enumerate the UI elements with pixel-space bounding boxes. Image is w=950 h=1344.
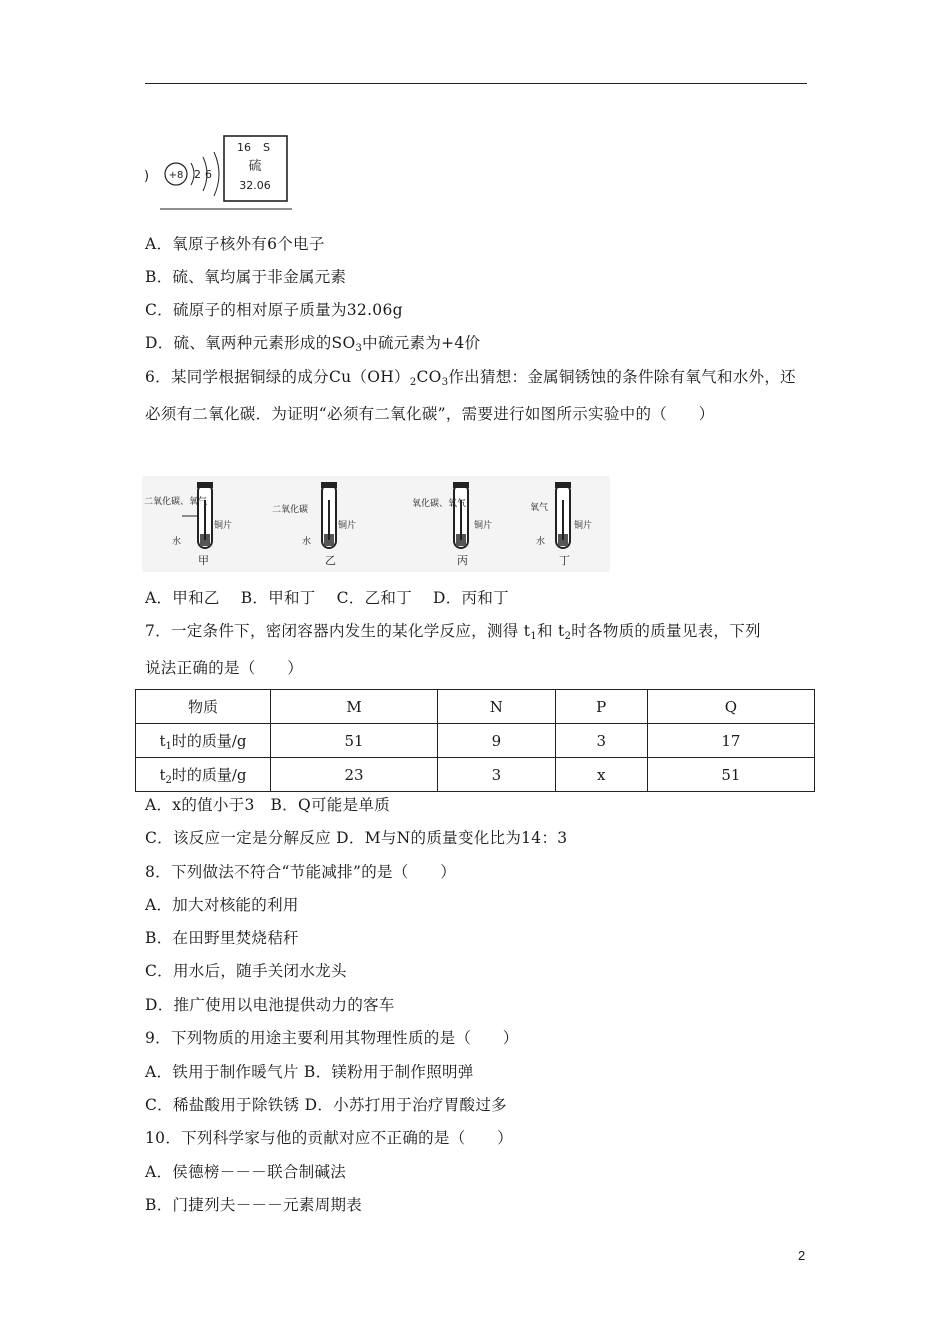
- table-cell: 51: [647, 758, 814, 792]
- atom-structure-figure: [142, 130, 294, 212]
- q6-stem-line1: 6．某同学根据铜绿的成分$Cu(OH)_2CO_3$作出猜想：金属铜锈蚀的条件除有氧气和水外，还: [145, 368, 796, 388]
- table-row: [136, 724, 815, 758]
- element-symbol: S: [263, 141, 270, 154]
- q5-option-b: B．硫、氧均属于非金属元素: [145, 268, 347, 286]
- outer-shell-electrons: 6: [205, 168, 212, 181]
- table-header-cell: 物质: [136, 690, 271, 724]
- table-cell: 17: [647, 724, 814, 758]
- q9-options-line1: A．铁用于制作暖气片 B．镁粉用于制作照明弹: [145, 1063, 474, 1081]
- tube-bing-gas: 氧化碳、氧气: [412, 499, 467, 509]
- page-number: 2: [798, 1248, 806, 1263]
- tube-ding-label: 丁: [559, 554, 570, 567]
- mass-table: [135, 689, 815, 792]
- q7-stem-line1: 7．一定条件下，密闭容器内发生的某化学反应，测得 $t_1$和 $t_2$时各物质的质量见表，下列: [145, 622, 761, 642]
- q8-stem: 8．下列做法不符合“节能减排”的是（ ）: [145, 863, 457, 881]
- q8-option-d: D．推广使用以电池提供动力的客车: [145, 996, 395, 1014]
- inner-shell-electrons: 2: [194, 168, 201, 181]
- q10-option-b: B．门捷列夫－－－元素周期表: [145, 1196, 363, 1214]
- tube-ding-water: 水: [536, 537, 546, 547]
- tube-yi-gas: 二氧化碳: [272, 505, 309, 515]
- svg-text:): ): [144, 169, 150, 184]
- q7-stem-line2: 说法正确的是（ ）: [145, 659, 304, 677]
- tube-ding-gas: 氧气: [530, 503, 549, 513]
- table-cell: 3: [555, 724, 647, 758]
- table-cell: 9: [438, 724, 555, 758]
- tube-jia-gas: 二氧化碳、氧气: [144, 497, 208, 507]
- q8-option-c: C．用水后，随手关闭水龙头: [145, 962, 347, 980]
- table-header-cell: M: [271, 690, 438, 724]
- tube-jia-copper: 铜片: [214, 521, 233, 531]
- element-number: 16: [237, 141, 251, 154]
- tube-jia-label: 甲: [198, 554, 209, 567]
- element-mass: 32.06: [239, 179, 271, 192]
- tube-ding-copper: 铜片: [574, 521, 593, 531]
- q10-stem: 10．下列科学家与他的贡献对应不正确的是（ ）: [145, 1129, 513, 1147]
- table-cell: 23: [271, 758, 438, 792]
- table-cell: 3: [438, 758, 555, 792]
- tube-bing-label: 丙: [457, 554, 468, 567]
- header-rule: [145, 83, 807, 84]
- test-tube-figure: [142, 476, 610, 572]
- q7-options-line2: C．该反应一定是分解反应 D．M与N的质量变化比为14：3: [145, 829, 568, 847]
- table-cell: x: [555, 758, 647, 792]
- q9-stem: 9．下列物质的用途主要利用其物理性质的是（ ）: [145, 1029, 519, 1047]
- tube-yi-copper: 铜片: [338, 521, 357, 531]
- nucleus-charge: +8: [168, 170, 184, 181]
- table-row-label: $t_2$时的质量/g: [136, 758, 271, 792]
- q7-options-line1: A．x的值小于3 B．Q可能是单质: [145, 796, 390, 814]
- q10-option-a: A．侯德榜－－－联合制碱法: [145, 1163, 347, 1181]
- tube-yi-label: 乙: [325, 554, 336, 567]
- table-header-cell: P: [555, 690, 647, 724]
- q5-option-d: D．硫、氧两种元素形成的$SO_3$中硫元素为+4价: [145, 334, 481, 354]
- table-row-label: $t_1$时的质量/g: [136, 724, 271, 758]
- tube-yi-water: 水: [302, 537, 312, 547]
- q5-option-c: C．硫原子的相对原子质量为32.06g: [145, 301, 403, 319]
- table-row: [136, 758, 815, 792]
- table-header-cell: Q: [647, 690, 814, 724]
- tube-jia-water: 水: [172, 537, 182, 547]
- q8-option-b: B．在田野里焚烧秸秆: [145, 929, 299, 947]
- q5-option-a: A．氧原子核外有6个电子: [145, 235, 325, 253]
- q8-option-a: A．加大对核能的利用: [145, 896, 299, 914]
- q6-answer-options: A．甲和乙 B．甲和丁 C．乙和丁 D．丙和丁: [145, 589, 509, 607]
- table-header-cell: N: [438, 690, 555, 724]
- q6-stem-line2: 必须有二氧化碳．为证明“必须有二氧化碳”，需要进行如图所示实验中的（ ）: [145, 405, 715, 423]
- tube-bing-copper: 铜片: [474, 521, 493, 531]
- element-name: 硫: [248, 159, 262, 174]
- q9-options-line2: C．稀盐酸用于除铁锈 D．小苏打用于治疗胃酸过多: [145, 1096, 507, 1114]
- table-cell: 51: [271, 724, 438, 758]
- table-header-row: [136, 690, 815, 724]
